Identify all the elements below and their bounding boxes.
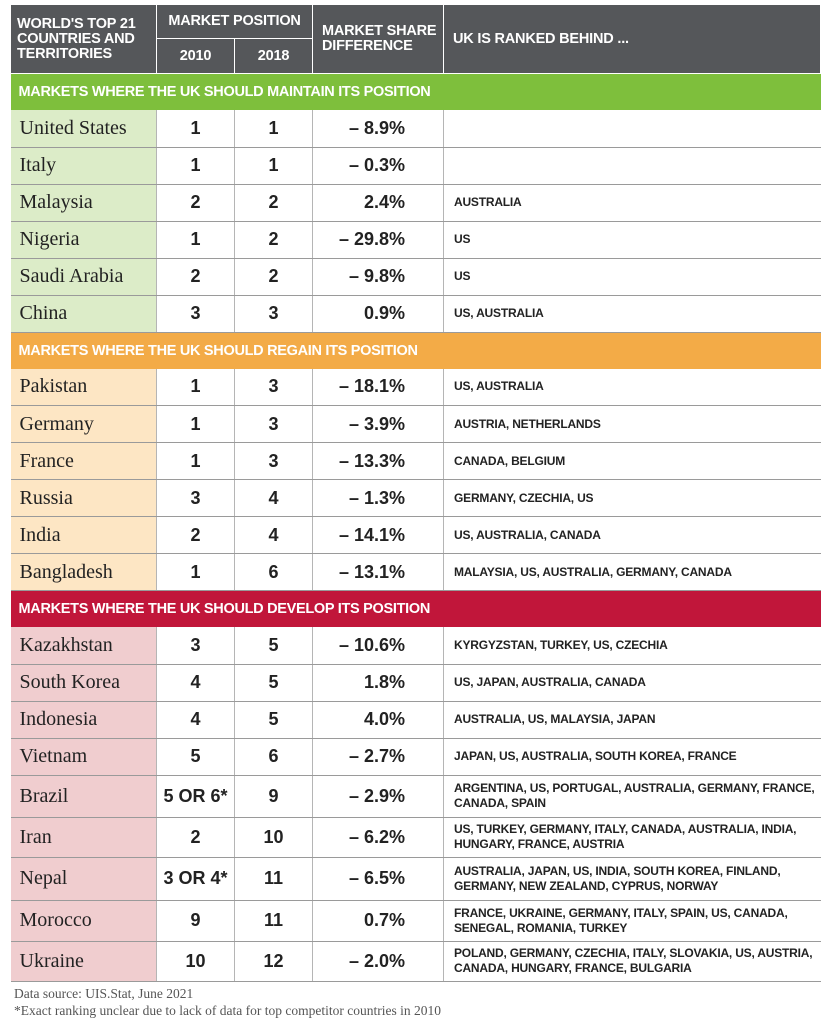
- section-title: MARKETS WHERE THE UK SHOULD DEVELOP ITS POSITION: [11, 591, 821, 628]
- position-2010-cell: 10: [157, 941, 235, 981]
- position-2010-cell: 1: [157, 221, 235, 258]
- header-market-share: MARKET SHARE DIFFERENCE: [313, 5, 444, 74]
- position-2010-cell: 3: [157, 480, 235, 517]
- ranked-behind-cell: GERMANY, CZECHIA, US: [444, 480, 821, 517]
- section-header: [11, 591, 821, 628]
- position-2018-cell: 2: [235, 184, 313, 221]
- position-2018-cell: 10: [235, 817, 313, 857]
- share-difference-cell: 4.0%: [313, 701, 444, 738]
- table-row: [11, 664, 821, 701]
- table-row: [11, 554, 821, 591]
- ranked-behind-cell: US, AUSTRALIA, CANADA: [444, 517, 821, 554]
- table-row: [11, 941, 821, 981]
- position-2010-cell: 5: [157, 738, 235, 775]
- share-difference-cell: 0.9%: [313, 295, 444, 332]
- country-cell: Italy: [11, 147, 157, 184]
- country-cell: Pakistan: [11, 369, 157, 406]
- country-cell: Indonesia: [11, 701, 157, 738]
- ranked-behind-cell: [444, 147, 821, 184]
- ranked-behind-cell: FRANCE, UKRAINE, GERMANY, ITALY, SPAIN, US, CANADA, SENEGAL, ROMANIA, TURKEY: [444, 900, 821, 941]
- table-row: [11, 443, 821, 480]
- ranked-behind-cell: AUSTRALIA: [444, 184, 821, 221]
- country-cell: Nepal: [11, 857, 157, 900]
- ranked-behind-cell: US, TURKEY, GERMANY, ITALY, CANADA, AUSTRALIA, INDIA, HUNGARY, FRANCE, AUSTRIA: [444, 817, 821, 857]
- section-header: [11, 74, 821, 111]
- ranked-behind-cell: US: [444, 258, 821, 295]
- ranked-behind-cell: POLAND, GERMANY, CZECHIA, ITALY, SLOVAKIA, US, AUSTRIA, CANADA, HUNGARY, FRANCE, BULGARIA: [444, 941, 821, 981]
- country-cell: India: [11, 517, 157, 554]
- position-2010-cell: 1: [157, 406, 235, 443]
- position-2018-cell: 11: [235, 900, 313, 941]
- table-body: [11, 74, 821, 982]
- position-2018-cell: 6: [235, 554, 313, 591]
- ranked-behind-cell: JAPAN, US, AUSTRALIA, SOUTH KOREA, FRANCE: [444, 738, 821, 775]
- position-2018-cell: 3: [235, 406, 313, 443]
- section-header: [11, 332, 821, 369]
- share-difference-cell: – 13.1%: [313, 554, 444, 591]
- table-row: [11, 184, 821, 221]
- country-cell: Saudi Arabia: [11, 258, 157, 295]
- position-2010-cell: 3 OR 4*: [157, 857, 235, 900]
- country-cell: Ukraine: [11, 941, 157, 981]
- position-2010-cell: 1: [157, 443, 235, 480]
- share-difference-cell: – 14.1%: [313, 517, 444, 554]
- position-2010-cell: 1: [157, 369, 235, 406]
- ranked-behind-cell: US, JAPAN, AUSTRALIA, CANADA: [444, 664, 821, 701]
- position-2018-cell: 12: [235, 941, 313, 981]
- position-2018-cell: 3: [235, 369, 313, 406]
- ranked-behind-cell: US, AUSTRALIA: [444, 369, 821, 406]
- share-difference-cell: – 10.6%: [313, 627, 444, 664]
- header-country: WORLD'S TOP 21 COUNTRIES AND TERRITORIES: [11, 5, 157, 74]
- position-2010-cell: 2: [157, 517, 235, 554]
- country-cell: United States: [11, 110, 157, 147]
- header-2010: 2010: [157, 39, 235, 74]
- table-row: [11, 406, 821, 443]
- position-2018-cell: 6: [235, 738, 313, 775]
- table-row: [11, 110, 821, 147]
- position-2010-cell: 2: [157, 258, 235, 295]
- share-difference-cell: – 6.2%: [313, 817, 444, 857]
- position-2010-cell: 1: [157, 554, 235, 591]
- ranked-behind-cell: US: [444, 221, 821, 258]
- table-row: [11, 738, 821, 775]
- table-row: [11, 627, 821, 664]
- header-market-position: MARKET POSITION: [157, 5, 313, 39]
- position-2018-cell: 2: [235, 221, 313, 258]
- position-2010-cell: 2: [157, 817, 235, 857]
- position-2018-cell: 1: [235, 110, 313, 147]
- position-2018-cell: 9: [235, 775, 313, 817]
- share-difference-cell: – 8.9%: [313, 110, 444, 147]
- position-2010-cell: 1: [157, 110, 235, 147]
- share-difference-cell: – 2.7%: [313, 738, 444, 775]
- position-2018-cell: 3: [235, 295, 313, 332]
- ranked-behind-cell: AUSTRALIA, JAPAN, US, INDIA, SOUTH KOREA, FINLAND, GERMANY, NEW ZEALAND, CYPRUS, NORWAY: [444, 857, 821, 900]
- share-difference-cell: – 3.9%: [313, 406, 444, 443]
- country-cell: Bangladesh: [11, 554, 157, 591]
- position-2010-cell: 5 OR 6*: [157, 775, 235, 817]
- position-2010-cell: 1: [157, 147, 235, 184]
- position-2010-cell: 9: [157, 900, 235, 941]
- header-ranked-behind: UK IS RANKED BEHIND ...: [444, 5, 821, 74]
- table-row: [11, 857, 821, 900]
- ranked-behind-cell: AUSTRALIA, US, MALAYSIA, JAPAN: [444, 701, 821, 738]
- share-difference-cell: – 2.0%: [313, 941, 444, 981]
- country-cell: Russia: [11, 480, 157, 517]
- country-cell: Morocco: [11, 900, 157, 941]
- market-table: [10, 4, 821, 982]
- country-cell: Germany: [11, 406, 157, 443]
- country-cell: China: [11, 295, 157, 332]
- position-2018-cell: 11: [235, 857, 313, 900]
- table-row: [11, 900, 821, 941]
- share-difference-cell: – 29.8%: [313, 221, 444, 258]
- country-cell: South Korea: [11, 664, 157, 701]
- data-source-note: Data source: UIS.Stat, June 2021: [14, 986, 194, 1001]
- country-cell: Malaysia: [11, 184, 157, 221]
- footnote: *Exact ranking unclear due to lack of data for top competitor countries in 2010: [14, 1003, 441, 1018]
- position-2018-cell: 1: [235, 147, 313, 184]
- country-cell: Nigeria: [11, 221, 157, 258]
- country-cell: France: [11, 443, 157, 480]
- share-difference-cell: – 9.8%: [313, 258, 444, 295]
- country-cell: Brazil: [11, 775, 157, 817]
- share-difference-cell: – 6.5%: [313, 857, 444, 900]
- table-row: [11, 480, 821, 517]
- position-2018-cell: 5: [235, 627, 313, 664]
- share-difference-cell: – 2.9%: [313, 775, 444, 817]
- position-2010-cell: 4: [157, 664, 235, 701]
- table-row: [11, 517, 821, 554]
- table-row: [11, 369, 821, 406]
- share-difference-cell: 2.4%: [313, 184, 444, 221]
- share-difference-cell: 1.8%: [313, 664, 444, 701]
- ranked-behind-cell: US, AUSTRALIA: [444, 295, 821, 332]
- position-2018-cell: 5: [235, 701, 313, 738]
- ranked-behind-cell: [444, 110, 821, 147]
- section-title: MARKETS WHERE THE UK SHOULD REGAIN ITS POSITION: [11, 332, 821, 369]
- header-2018: 2018: [235, 39, 313, 74]
- table-row: [11, 775, 821, 817]
- ranked-behind-cell: MALAYSIA, US, AUSTRALIA, GERMANY, CANADA: [444, 554, 821, 591]
- share-difference-cell: – 18.1%: [313, 369, 444, 406]
- position-2018-cell: 4: [235, 480, 313, 517]
- country-cell: Kazakhstan: [11, 627, 157, 664]
- table-row: [11, 701, 821, 738]
- section-title: MARKETS WHERE THE UK SHOULD MAINTAIN ITS POSITION: [11, 74, 821, 111]
- notes: [14, 985, 441, 1019]
- position-2018-cell: 3: [235, 443, 313, 480]
- share-difference-cell: – 13.3%: [313, 443, 444, 480]
- country-cell: Vietnam: [11, 738, 157, 775]
- position-2018-cell: 4: [235, 517, 313, 554]
- ranked-behind-cell: KYRGYZSTAN, TURKEY, US, CZECHIA: [444, 627, 821, 664]
- table-row: [11, 817, 821, 857]
- position-2018-cell: 2: [235, 258, 313, 295]
- table-row: [11, 147, 821, 184]
- share-difference-cell: – 1.3%: [313, 480, 444, 517]
- position-2018-cell: 5: [235, 664, 313, 701]
- ranked-behind-cell: CANADA, BELGIUM: [444, 443, 821, 480]
- position-2010-cell: 3: [157, 295, 235, 332]
- position-2010-cell: 2: [157, 184, 235, 221]
- share-difference-cell: – 0.3%: [313, 147, 444, 184]
- ranked-behind-cell: ARGENTINA, US, PORTUGAL, AUSTRALIA, GERMANY, FRANCE, CANADA, SPAIN: [444, 775, 821, 817]
- table-row: [11, 221, 821, 258]
- ranked-behind-cell: AUSTRIA, NETHERLANDS: [444, 406, 821, 443]
- share-difference-cell: 0.7%: [313, 900, 444, 941]
- table-row: [11, 258, 821, 295]
- position-2010-cell: 4: [157, 701, 235, 738]
- country-cell: Iran: [11, 817, 157, 857]
- table-row: [11, 295, 821, 332]
- position-2010-cell: 3: [157, 627, 235, 664]
